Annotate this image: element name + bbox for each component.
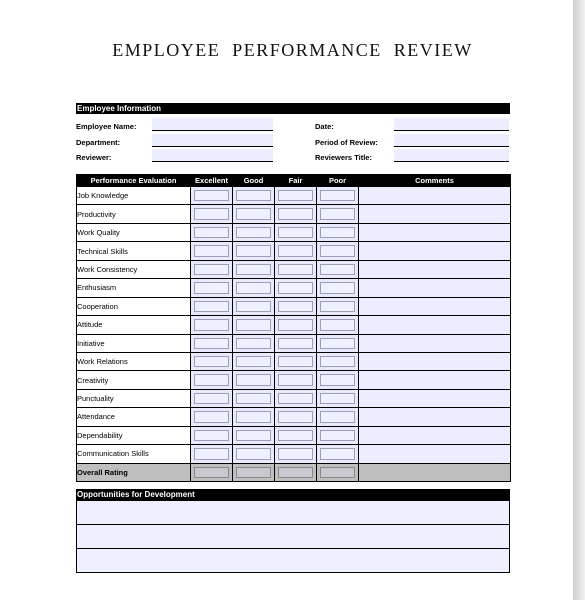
criteria-label: Work Quality bbox=[77, 223, 191, 241]
rating-good-box[interactable] bbox=[233, 371, 275, 389]
rating-checkbox[interactable] bbox=[194, 264, 229, 275]
comments-field[interactable] bbox=[359, 297, 511, 315]
rating-checkbox[interactable] bbox=[320, 448, 355, 459]
rating-checkbox[interactable] bbox=[236, 190, 271, 201]
rating-excellent-box[interactable] bbox=[191, 426, 233, 444]
comments-field[interactable] bbox=[359, 316, 511, 334]
rating-excellent-box[interactable] bbox=[191, 242, 233, 260]
rating-fair-box[interactable] bbox=[275, 242, 317, 260]
rating-fair-box[interactable] bbox=[275, 187, 317, 205]
criteria-label: Technical Skills bbox=[77, 242, 191, 260]
rating-poor-box[interactable] bbox=[317, 297, 359, 315]
criteria-row bbox=[77, 408, 511, 426]
rating-checkbox[interactable] bbox=[236, 356, 271, 367]
rating-fair-box[interactable] bbox=[275, 445, 317, 463]
rating-fair-box[interactable] bbox=[275, 223, 317, 241]
rating-checkbox[interactable] bbox=[320, 301, 355, 312]
rating-checkbox[interactable] bbox=[194, 338, 229, 349]
criteria-row bbox=[77, 316, 511, 334]
rating-excellent-box[interactable] bbox=[191, 389, 233, 407]
comments-field[interactable] bbox=[359, 426, 511, 444]
reviewer-label: Reviewer: bbox=[76, 153, 112, 162]
rating-checkbox[interactable] bbox=[236, 338, 271, 349]
rating-excellent-box[interactable] bbox=[191, 187, 233, 205]
rating-excellent-box[interactable] bbox=[191, 352, 233, 370]
rating-good-box[interactable] bbox=[233, 316, 275, 334]
title-word: EMPLOYEE bbox=[112, 40, 221, 60]
rating-good-box[interactable] bbox=[233, 187, 275, 205]
rating-checkbox[interactable] bbox=[236, 264, 271, 275]
rating-good-box[interactable] bbox=[233, 297, 275, 315]
rating-excellent-box[interactable] bbox=[191, 408, 233, 426]
rating-poor-box[interactable] bbox=[317, 352, 359, 370]
criteria-label: Enthusiasm bbox=[77, 279, 191, 297]
rating-good-box[interactable] bbox=[233, 279, 275, 297]
comments-field[interactable] bbox=[359, 260, 511, 278]
rating-checkbox[interactable] bbox=[236, 245, 271, 256]
rating-poor-box[interactable] bbox=[317, 426, 359, 444]
rating-fair-box[interactable] bbox=[275, 371, 317, 389]
opportunities-header: Opportunities for Development bbox=[76, 489, 510, 500]
rating-checkbox[interactable] bbox=[320, 319, 355, 330]
header-criteria: Performance Evaluation bbox=[77, 175, 191, 187]
rating-checkbox[interactable] bbox=[194, 393, 229, 404]
rating-checkbox[interactable] bbox=[194, 227, 229, 238]
rating-checkbox[interactable] bbox=[320, 430, 355, 441]
criteria-label: Work Relations bbox=[77, 352, 191, 370]
rating-poor-box[interactable] bbox=[317, 242, 359, 260]
rating-excellent-box[interactable] bbox=[191, 279, 233, 297]
rating-checkbox[interactable] bbox=[278, 208, 313, 219]
rating-excellent-box[interactable] bbox=[191, 371, 233, 389]
comments-field[interactable] bbox=[359, 371, 511, 389]
comments-field[interactable] bbox=[359, 463, 511, 481]
rating-checkbox[interactable] bbox=[236, 430, 271, 441]
rating-checkbox[interactable] bbox=[194, 467, 229, 478]
rating-checkbox[interactable] bbox=[320, 338, 355, 349]
header-poor: Poor bbox=[317, 175, 359, 187]
rating-checkbox[interactable] bbox=[236, 282, 271, 293]
opportunity-field[interactable] bbox=[77, 549, 510, 573]
rating-fair-box[interactable] bbox=[275, 334, 317, 352]
rating-checkbox[interactable] bbox=[278, 338, 313, 349]
comments-field[interactable] bbox=[359, 352, 511, 370]
rating-checkbox[interactable] bbox=[194, 190, 229, 201]
overall-rating-row bbox=[77, 463, 511, 481]
rating-fair-box[interactable] bbox=[275, 463, 317, 481]
rating-checkbox[interactable] bbox=[320, 467, 355, 478]
rating-good-box[interactable] bbox=[233, 352, 275, 370]
criteria-row bbox=[77, 205, 511, 223]
criteria-label: Overall Rating bbox=[77, 463, 191, 481]
period-field[interactable] bbox=[394, 134, 509, 147]
rating-poor-box[interactable] bbox=[317, 371, 359, 389]
rating-excellent-box[interactable] bbox=[191, 316, 233, 334]
criteria-row bbox=[77, 223, 511, 241]
rating-fair-box[interactable] bbox=[275, 408, 317, 426]
department-label: Department: bbox=[76, 138, 121, 147]
criteria-row bbox=[77, 426, 511, 444]
date-label: Date: bbox=[315, 122, 334, 131]
criteria-label: Communication Skills bbox=[77, 445, 191, 463]
comments-field[interactable] bbox=[359, 445, 511, 463]
rating-checkbox[interactable] bbox=[320, 190, 355, 201]
header-fair: Fair bbox=[275, 175, 317, 187]
criteria-label: Initiative bbox=[77, 334, 191, 352]
header-good: Good bbox=[233, 175, 275, 187]
criteria-label: Dependability bbox=[77, 426, 191, 444]
rating-good-box[interactable] bbox=[233, 242, 275, 260]
rating-excellent-box[interactable] bbox=[191, 463, 233, 481]
period-label: Period of Review: bbox=[315, 138, 378, 147]
rating-checkbox[interactable] bbox=[236, 467, 271, 478]
rating-checkbox[interactable] bbox=[320, 208, 355, 219]
criteria-label: Punctuality bbox=[77, 389, 191, 407]
title-word: PERFORMANCE bbox=[232, 40, 382, 60]
rating-fair-box[interactable] bbox=[275, 316, 317, 334]
criteria-label: Creativity bbox=[77, 371, 191, 389]
opportunity-field[interactable] bbox=[77, 525, 510, 549]
comments-field[interactable] bbox=[359, 242, 511, 260]
rating-checkbox[interactable] bbox=[320, 393, 355, 404]
rating-checkbox[interactable] bbox=[194, 374, 229, 385]
rating-checkbox[interactable] bbox=[278, 264, 313, 275]
opportunity-row bbox=[77, 525, 510, 549]
rating-checkbox[interactable] bbox=[278, 319, 313, 330]
employee-info-header: Employee Information bbox=[76, 103, 510, 114]
criteria-row bbox=[77, 187, 511, 205]
criteria-row bbox=[77, 279, 511, 297]
rating-poor-box[interactable] bbox=[317, 463, 359, 481]
evaluation-header-row bbox=[77, 175, 511, 187]
rating-poor-box[interactable] bbox=[317, 260, 359, 278]
rating-checkbox[interactable] bbox=[194, 448, 229, 459]
rating-poor-box[interactable] bbox=[317, 389, 359, 407]
rating-checkbox[interactable] bbox=[278, 301, 313, 312]
criteria-row bbox=[77, 445, 511, 463]
criteria-label: Cooperation bbox=[77, 297, 191, 315]
rating-checkbox[interactable] bbox=[320, 264, 355, 275]
rating-fair-box[interactable] bbox=[275, 260, 317, 278]
rating-checkbox[interactable] bbox=[320, 374, 355, 385]
rating-checkbox[interactable] bbox=[194, 282, 229, 293]
rating-checkbox[interactable] bbox=[278, 245, 313, 256]
opportunity-row bbox=[77, 501, 510, 525]
rating-poor-box[interactable] bbox=[317, 408, 359, 426]
rating-checkbox[interactable] bbox=[236, 411, 271, 422]
rating-checkbox[interactable] bbox=[236, 208, 271, 219]
rating-checkbox[interactable] bbox=[194, 411, 229, 422]
header-excellent: Excellent bbox=[191, 175, 233, 187]
rating-checkbox[interactable] bbox=[278, 467, 313, 478]
criteria-label: Job Knowledge bbox=[77, 187, 191, 205]
rating-fair-box[interactable] bbox=[275, 279, 317, 297]
criteria-row bbox=[77, 334, 511, 352]
criteria-row bbox=[77, 389, 511, 407]
rating-checkbox[interactable] bbox=[194, 208, 229, 219]
criteria-row bbox=[77, 352, 511, 370]
rating-fair-box[interactable] bbox=[275, 389, 317, 407]
title-word: REVIEW bbox=[393, 40, 473, 60]
rating-checkbox[interactable] bbox=[278, 393, 313, 404]
rating-excellent-box[interactable] bbox=[191, 223, 233, 241]
rating-excellent-box[interactable] bbox=[191, 297, 233, 315]
rating-checkbox[interactable] bbox=[278, 227, 313, 238]
rating-fair-box[interactable] bbox=[275, 426, 317, 444]
rating-good-box[interactable] bbox=[233, 408, 275, 426]
opportunity-field[interactable] bbox=[77, 501, 510, 525]
rating-checkbox[interactable] bbox=[236, 319, 271, 330]
date-field[interactable] bbox=[394, 118, 509, 131]
rating-excellent-box[interactable] bbox=[191, 334, 233, 352]
rating-good-box[interactable] bbox=[233, 389, 275, 407]
rating-checkbox[interactable] bbox=[320, 411, 355, 422]
rating-checkbox[interactable] bbox=[320, 282, 355, 293]
page-shadow bbox=[573, 0, 585, 600]
rating-poor-box[interactable] bbox=[317, 279, 359, 297]
comments-field[interactable] bbox=[359, 187, 511, 205]
rating-good-box[interactable] bbox=[233, 223, 275, 241]
criteria-label: Attendance bbox=[77, 408, 191, 426]
rating-fair-box[interactable] bbox=[275, 352, 317, 370]
criteria-row bbox=[77, 371, 511, 389]
rating-checkbox[interactable] bbox=[278, 374, 313, 385]
rating-checkbox[interactable] bbox=[194, 430, 229, 441]
criteria-label: Productivity bbox=[77, 205, 191, 223]
rating-checkbox[interactable] bbox=[194, 301, 229, 312]
evaluation-table bbox=[76, 174, 511, 482]
rating-checkbox[interactable] bbox=[278, 282, 313, 293]
reviewers-title-field[interactable] bbox=[394, 149, 509, 162]
rating-checkbox[interactable] bbox=[236, 301, 271, 312]
rating-checkbox[interactable] bbox=[320, 245, 355, 256]
reviewer-field[interactable] bbox=[152, 149, 273, 162]
rating-poor-box[interactable] bbox=[317, 223, 359, 241]
employee-name-label: Employee Name: bbox=[76, 122, 137, 131]
comments-field[interactable] bbox=[359, 279, 511, 297]
criteria-label: Attitude bbox=[77, 316, 191, 334]
rating-checkbox[interactable] bbox=[236, 448, 271, 459]
header-comments: Comments bbox=[359, 175, 511, 187]
rating-checkbox[interactable] bbox=[320, 227, 355, 238]
rating-excellent-box[interactable] bbox=[191, 205, 233, 223]
rating-checkbox[interactable] bbox=[194, 245, 229, 256]
criteria-row bbox=[77, 242, 511, 260]
rating-poor-box[interactable] bbox=[317, 334, 359, 352]
opportunities-table bbox=[76, 500, 510, 573]
rating-checkbox[interactable] bbox=[278, 411, 313, 422]
rating-checkbox[interactable] bbox=[236, 227, 271, 238]
employee-name-field[interactable] bbox=[152, 118, 273, 131]
department-field[interactable] bbox=[152, 134, 273, 147]
rating-checkbox[interactable] bbox=[236, 374, 271, 385]
rating-checkbox[interactable] bbox=[320, 356, 355, 367]
rating-fair-box[interactable] bbox=[275, 205, 317, 223]
criteria-row bbox=[77, 260, 511, 278]
rating-checkbox[interactable] bbox=[194, 319, 229, 330]
rating-poor-box[interactable] bbox=[317, 187, 359, 205]
reviewers-title-label: Reviewers Title: bbox=[315, 153, 372, 162]
criteria-row bbox=[77, 297, 511, 315]
opportunity-row bbox=[77, 549, 510, 573]
rating-good-box[interactable] bbox=[233, 205, 275, 223]
rating-excellent-box[interactable] bbox=[191, 445, 233, 463]
comments-field[interactable] bbox=[359, 223, 511, 241]
rating-good-box[interactable] bbox=[233, 260, 275, 278]
rating-good-box[interactable] bbox=[233, 426, 275, 444]
criteria-label: Work Consistency bbox=[77, 260, 191, 278]
comments-field[interactable] bbox=[359, 389, 511, 407]
rating-poor-box[interactable] bbox=[317, 316, 359, 334]
rating-fair-box[interactable] bbox=[275, 297, 317, 315]
rating-checkbox[interactable] bbox=[194, 356, 229, 367]
comments-field[interactable] bbox=[359, 334, 511, 352]
rating-checkbox[interactable] bbox=[278, 430, 313, 441]
rating-checkbox[interactable] bbox=[278, 448, 313, 459]
rating-excellent-box[interactable] bbox=[191, 260, 233, 278]
rating-good-box[interactable] bbox=[233, 334, 275, 352]
rating-good-box[interactable] bbox=[233, 445, 275, 463]
rating-good-box[interactable] bbox=[233, 463, 275, 481]
rating-poor-box[interactable] bbox=[317, 445, 359, 463]
rating-checkbox[interactable] bbox=[278, 190, 313, 201]
comments-field[interactable] bbox=[359, 408, 511, 426]
comments-field[interactable] bbox=[359, 205, 511, 223]
rating-poor-box[interactable] bbox=[317, 205, 359, 223]
rating-checkbox[interactable] bbox=[236, 393, 271, 404]
page-title bbox=[0, 40, 585, 61]
rating-checkbox[interactable] bbox=[278, 356, 313, 367]
